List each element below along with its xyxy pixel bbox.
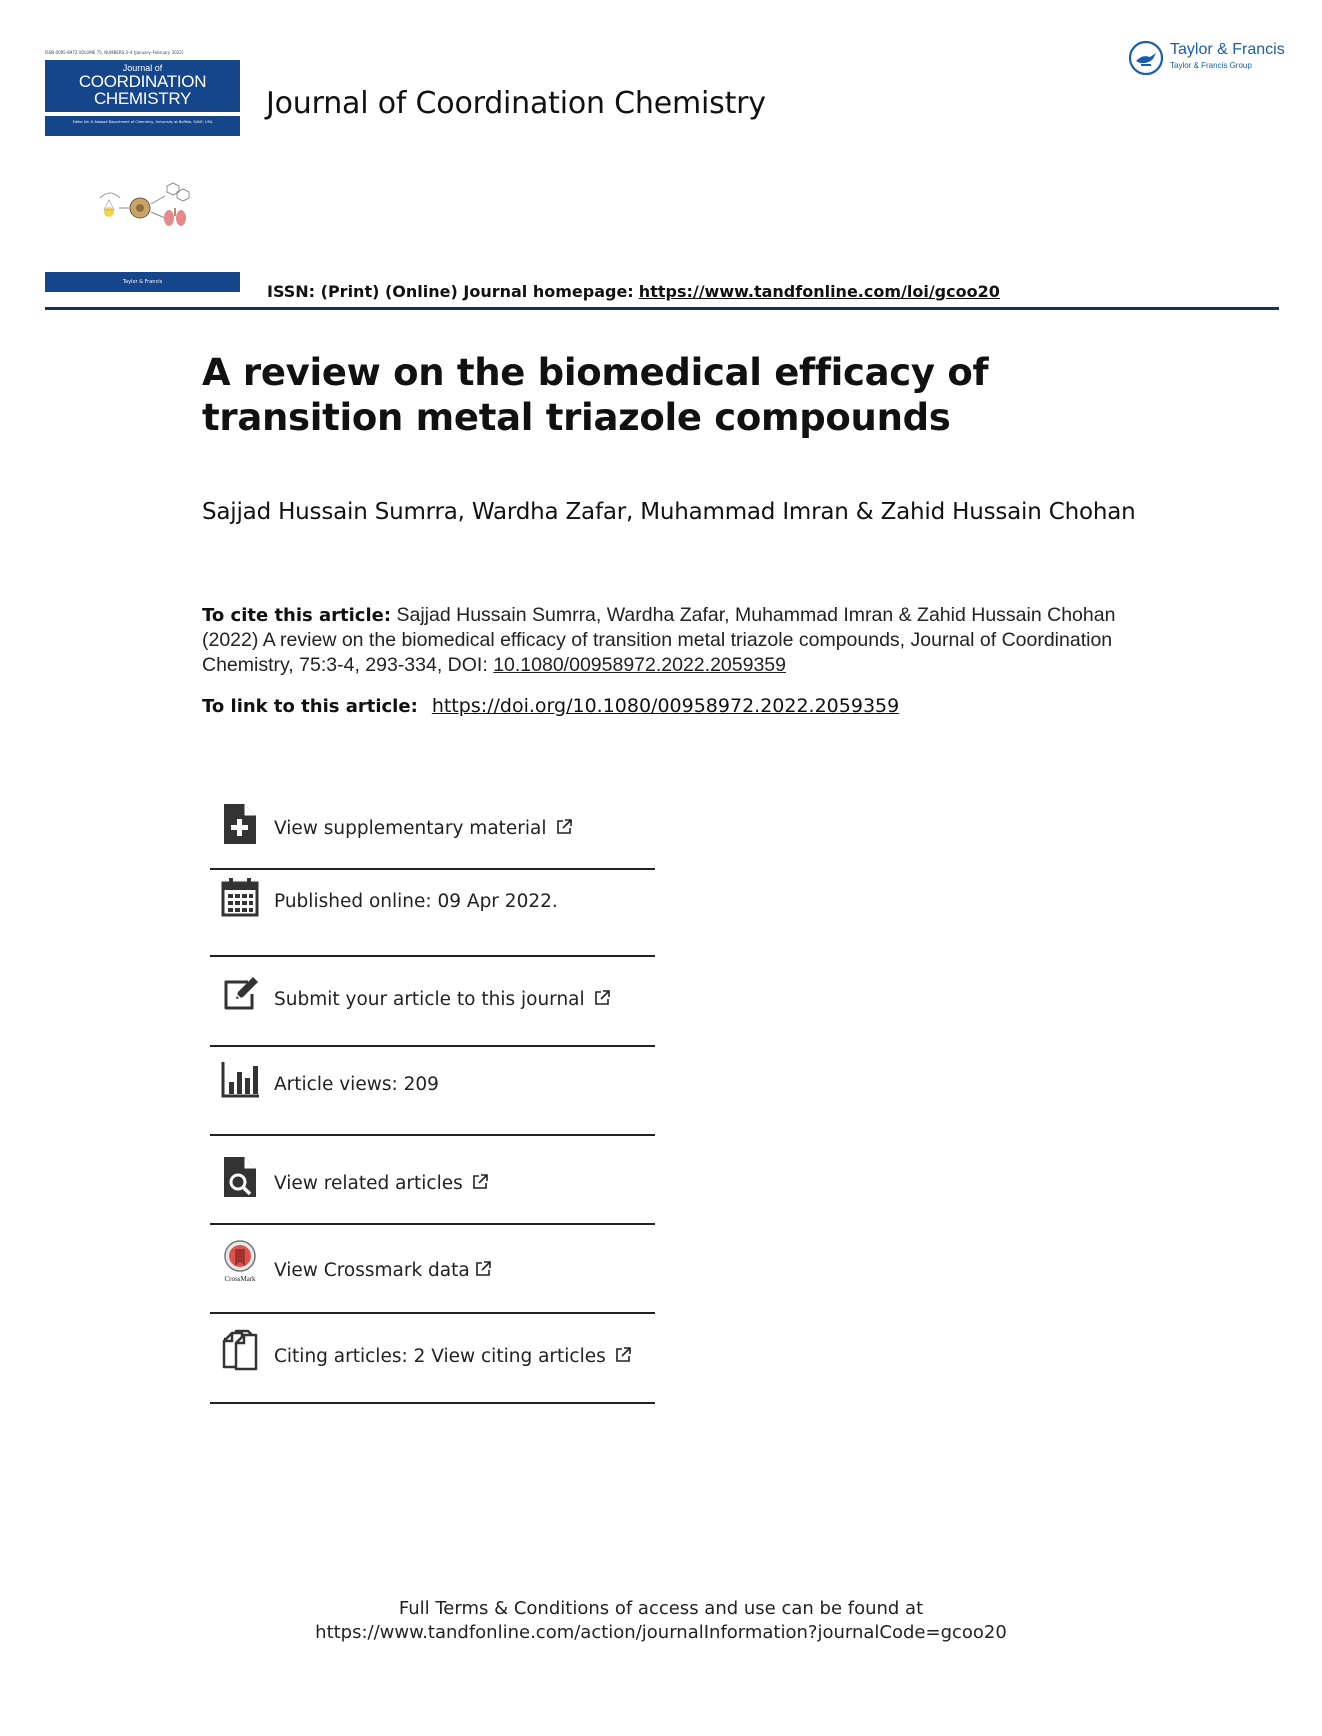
cover-artwork-icon xyxy=(95,170,195,230)
citation-block xyxy=(202,603,1142,678)
issn-label: ISSN: (Print) (Online) Journal homepage: xyxy=(267,282,634,301)
published-date: Published online: 09 Apr 2022. xyxy=(274,891,558,912)
crossmark-label xyxy=(274,1260,492,1281)
terms-url[interactable]: https://www.tandfonline.com/action/journalInformation?journalCode=gcoo20 xyxy=(315,1622,1007,1643)
cover-journal-name-1: COORDINATION xyxy=(78,72,207,91)
file-plus-icon xyxy=(220,802,260,846)
external-link-icon xyxy=(614,1346,632,1364)
cover-journal-of: Journal of xyxy=(122,63,163,73)
list-item-related[interactable] xyxy=(210,1145,655,1225)
list-divider xyxy=(210,1223,655,1225)
external-link-icon xyxy=(555,818,573,836)
list-divider xyxy=(210,955,655,957)
list-item-crossmark[interactable] xyxy=(210,1234,655,1314)
cite-doi-link[interactable]: 10.1080/00958972.2022.2059359 xyxy=(493,654,786,676)
external-link-icon xyxy=(471,1173,489,1191)
cover-editor-strip: Editor Jim D Atwood Department of Chemistry, University at Buffalo, SUNY, USA xyxy=(45,116,240,136)
list-item-views xyxy=(210,1056,655,1136)
submit-text: Submit your article to this journal xyxy=(274,989,585,1010)
search-document-icon xyxy=(220,1155,260,1199)
article-link-line xyxy=(202,695,899,717)
article-authors: Sajjad Hussain Sumrra, Wardha Zafar, Muhammad Imran & Zahid Hussain Chohan xyxy=(202,499,1136,525)
list-divider xyxy=(210,868,655,870)
supplementary-text: View supplementary material xyxy=(274,818,547,839)
supplementary-label xyxy=(274,818,573,839)
related-text: View related articles xyxy=(274,1173,463,1194)
article-title: A review on the biomedical efficacy of transition metal triazole compounds xyxy=(202,351,989,439)
terms-line: Full Terms & Conditions of access and use can be found at xyxy=(398,1598,924,1619)
publisher-group: Taylor & Francis Group xyxy=(1170,61,1252,70)
list-item-submit[interactable] xyxy=(210,967,655,1047)
bar-chart-icon xyxy=(220,1058,260,1102)
journal-cover xyxy=(45,50,240,290)
related-label xyxy=(274,1173,489,1194)
article-doi-link[interactable]: https://doi.org/10.1080/00958972.2022.2059359 xyxy=(431,695,900,717)
copy-icon xyxy=(220,1329,260,1373)
crossmark-text: View Crossmark data xyxy=(274,1260,470,1281)
list-divider xyxy=(210,1134,655,1136)
submit-label xyxy=(274,989,611,1010)
cover-issue-line: ISSN 0095-8972 VOLUME 75, NUMBERS 3–4 (January–February 2022) xyxy=(45,50,184,55)
issn-homepage-line xyxy=(267,282,1000,301)
publisher-logo[interactable] xyxy=(1128,38,1288,78)
taylor-francis-lamp-icon xyxy=(1128,40,1164,76)
external-link-icon xyxy=(593,989,611,1007)
cover-publisher-footer: Taylor & Francis xyxy=(45,272,240,292)
cite-text: Sajjad Hussain Sumrra, Wardha Zafar, Muhammad Imran & Zahid Hussain Chohan (2022) A review on the biomedical efficacy of transition metal triazole compounds, Journal of Coordination Chemistry, 75:3-4, 293-334, DOI: xyxy=(202,604,1116,676)
header-divider xyxy=(45,307,1279,310)
calendar-icon xyxy=(220,875,260,919)
cover-title-band xyxy=(45,60,240,112)
list-item-citing[interactable] xyxy=(210,1324,655,1404)
journal-homepage-link[interactable]: https://www.tandfonline.com/loi/gcoo20 xyxy=(638,282,1000,301)
list-divider xyxy=(210,1312,655,1314)
cover-journal-name-2: CHEMISTRY xyxy=(93,89,192,108)
list-item-supplementary[interactable] xyxy=(210,790,655,870)
list-item-published xyxy=(210,877,655,957)
cite-label: To cite this article: xyxy=(202,605,392,626)
external-link-icon xyxy=(474,1260,492,1278)
citing-label xyxy=(274,1346,632,1367)
edit-icon xyxy=(220,972,260,1016)
views-count: Article views: 209 xyxy=(274,1074,439,1095)
terms-footer xyxy=(0,1597,1322,1645)
publisher-name: Taylor & Francis xyxy=(1170,41,1285,58)
citing-text: Citing articles: 2 View citing articles xyxy=(274,1346,606,1367)
crossmark-icon-label: CrossMark xyxy=(224,1275,256,1283)
crossmark-icon xyxy=(220,1239,260,1283)
list-divider xyxy=(210,1402,655,1404)
link-label: To link to this article: xyxy=(202,696,418,717)
list-divider xyxy=(210,1045,655,1047)
journal-title: Journal of Coordination Chemistry xyxy=(266,86,766,121)
